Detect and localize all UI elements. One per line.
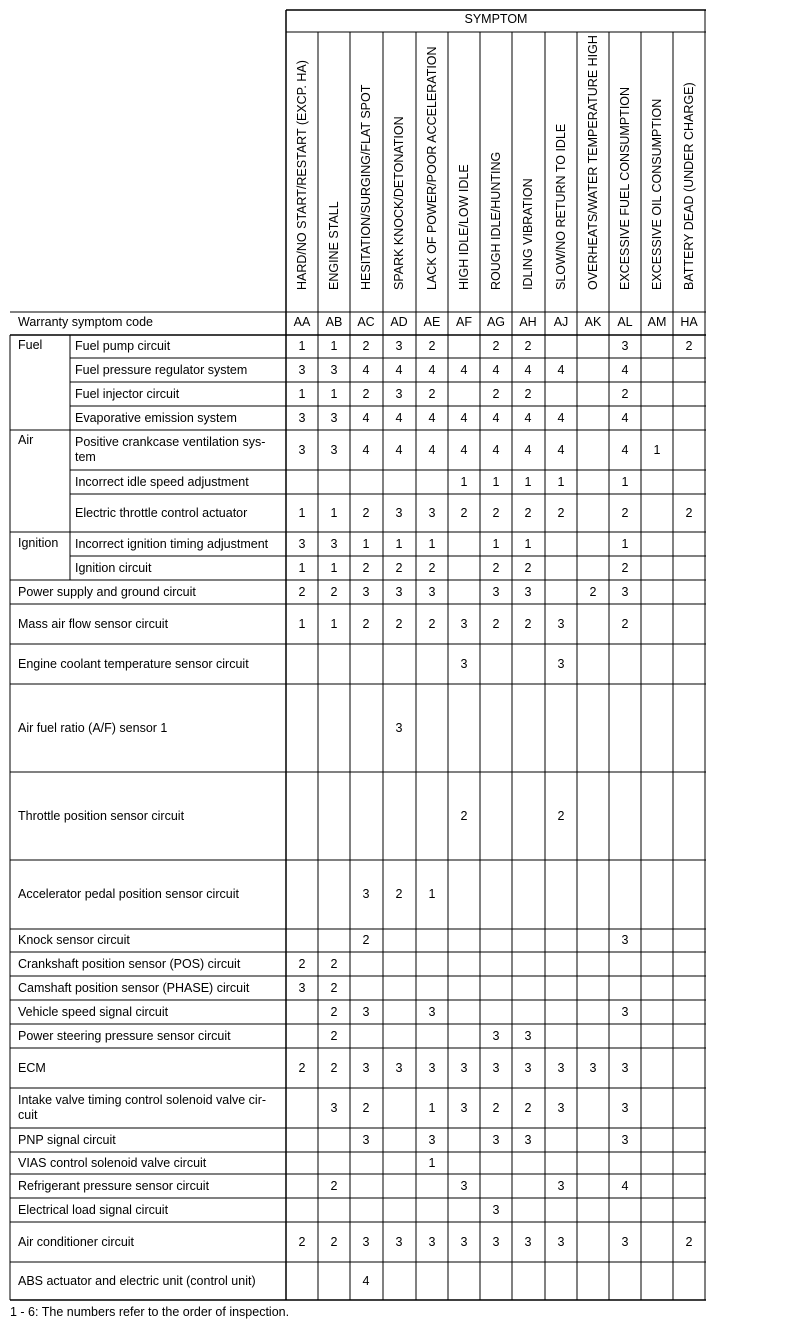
table-cell: 3 [621, 1060, 629, 1075]
table-cell: 2 [330, 584, 338, 599]
row-label: Fuel injector circuit [75, 386, 180, 401]
row-label: Accelerator pedal position sensor circuit [18, 887, 239, 901]
column-header-label: SPARK KNOCK/DETONATION [392, 116, 406, 290]
table-cell: 2 [362, 560, 370, 575]
table-cell: 3 [492, 584, 500, 599]
column-header-label: ENGINE STALL [327, 201, 341, 290]
column-header [350, 25, 382, 305]
table-cell: 2 [524, 386, 532, 401]
table-cell: 1 [298, 505, 306, 520]
table-cell: 4 [395, 362, 403, 377]
row-label: Crankshaft position sensor (POS) circuit [18, 956, 241, 971]
row-label: Air conditioner circuit [18, 1234, 135, 1249]
table-cell: 4 [492, 410, 500, 425]
table-cell: 3 [621, 1100, 629, 1115]
symptom-code: AD [390, 315, 408, 329]
symptom-code: AC [357, 315, 375, 329]
table-cell: 2 [330, 1060, 338, 1075]
table-cell: 3 [557, 1178, 565, 1193]
table-cell: 1 [298, 560, 306, 575]
table-cell: 2 [428, 560, 436, 575]
table-cell: 1 [492, 536, 500, 551]
table-cell: 3 [330, 442, 338, 457]
table-cell: 2 [557, 808, 565, 823]
group-label: Ignition [18, 536, 59, 550]
table-cell: 1 [428, 1100, 436, 1115]
table-cell: 3 [492, 1028, 500, 1043]
symptom-code: HA [680, 315, 698, 329]
table-cell: 2 [298, 584, 306, 599]
table-cell: 3 [428, 505, 436, 520]
table-cell: 2 [685, 1234, 693, 1249]
table-cell: 4 [557, 442, 565, 457]
row-label: Knock sensor circuit [18, 933, 130, 947]
row-label: Incorrect ignition timing adjustment [75, 536, 269, 551]
symptom-code: AG [486, 315, 506, 329]
table-cell: 2 [492, 386, 500, 401]
table-cell: 1 [492, 474, 500, 489]
table-cell: 4 [362, 1273, 370, 1288]
row-label: Camshaft position sensor (PHASE) circuit [18, 980, 250, 995]
symptom-title: SYMPTOM [464, 12, 528, 26]
table-cell: 3 [362, 1060, 370, 1075]
table-cell: 3 [362, 584, 370, 599]
table-cell: 3 [557, 656, 565, 671]
column-header-label: EXCESSIVE OIL CONSUMPTION [650, 98, 664, 290]
table-cell: 4 [460, 362, 468, 377]
table-cell: 2 [589, 584, 597, 599]
table-cell: 2 [460, 808, 468, 823]
column-header [416, 25, 448, 305]
table-cell: 3 [460, 1060, 468, 1075]
table-cell: 4 [557, 410, 565, 425]
table-cell: 3 [330, 410, 338, 425]
column-header-label: HESITATION/SURGING/FLAT SPOT [359, 84, 373, 290]
table-cell: 2 [460, 505, 468, 520]
table-cell: 3 [557, 1234, 565, 1249]
table-cell: 1 [298, 386, 306, 401]
table-cell: 1 [557, 474, 565, 489]
row-label: Evaporative emission system [75, 410, 237, 425]
table-cell: 2 [524, 1100, 532, 1115]
table-cell: 3 [524, 1234, 532, 1249]
column-header-label: HIGH IDLE/LOW IDLE [457, 164, 471, 290]
table-cell: 2 [524, 560, 532, 575]
table-cell: 1 [428, 536, 436, 551]
table-cell: 3 [330, 1100, 338, 1115]
table-cell: 3 [460, 656, 468, 671]
table-cell: 4 [362, 442, 370, 457]
table-cell: 3 [428, 1234, 436, 1249]
table-cell: 2 [330, 1004, 338, 1019]
table-cell: 4 [557, 362, 565, 377]
table-cell: 4 [428, 410, 436, 425]
table-cell: 4 [524, 442, 532, 457]
row-label: ABS actuator and electric unit (control unit) [18, 1273, 256, 1288]
table-cell: 3 [524, 1060, 532, 1075]
row-label: Mass air flow sensor circuit [18, 616, 169, 631]
table-cell: 2 [395, 560, 403, 575]
table-cell: 4 [395, 442, 403, 457]
table-cell: 2 [362, 339, 370, 353]
table-cell: 2 [685, 339, 693, 353]
table-cell: 3 [330, 362, 338, 377]
table-cell: 3 [492, 1234, 500, 1249]
table-cell: 3 [428, 1004, 436, 1019]
table-cell: 2 [524, 616, 532, 631]
table-cell: 1 [330, 505, 338, 520]
table-cell: 3 [621, 1004, 629, 1019]
table-cell: 3 [460, 1100, 468, 1115]
table-cell: 3 [395, 1234, 403, 1249]
table-cell: 2 [362, 1100, 370, 1115]
table-cell: 4 [460, 442, 468, 457]
table-cell: 3 [395, 339, 403, 353]
column-header-label: HARD/NO START/RESTART (EXCP. HA) [295, 60, 309, 290]
column-header [448, 25, 480, 305]
column-header [577, 25, 609, 305]
column-header [641, 25, 673, 305]
table-cell: 4 [492, 442, 500, 457]
row-label: Vehicle speed signal circuit [18, 1004, 169, 1019]
row-label: Electrical load signal circuit [18, 1202, 169, 1217]
footnote: 1 - 6: The numbers refer to the order of inspection. [10, 1305, 290, 1319]
table-cell: 1 [460, 474, 468, 489]
table-cell: 2 [492, 1100, 500, 1115]
table-cell: 3 [298, 410, 306, 425]
table-cell: 4 [524, 410, 532, 425]
column-header-label: SLOW/NO RETURN TO IDLE [554, 123, 568, 290]
symptom-code: AH [519, 315, 537, 329]
group-label: Fuel [18, 338, 43, 352]
row-label: Power steering pressure sensor circuit [18, 1028, 231, 1043]
column-header [545, 25, 577, 305]
row-label: Refrigerant pressure sensor circuit [18, 1178, 210, 1193]
table-cell: 1 [653, 442, 661, 457]
table-cell: 3 [492, 1060, 500, 1075]
row-label: Electric throttle control actuator [75, 505, 248, 520]
table-cell: 4 [621, 410, 629, 425]
table-cell: 3 [621, 1132, 629, 1147]
row-label: Ignition circuit [75, 560, 152, 575]
table-cell: 4 [362, 410, 370, 425]
table-cell: 3 [524, 1028, 532, 1043]
table-cell: 4 [492, 362, 500, 377]
table-cell: 3 [621, 933, 629, 947]
table-cell: 2 [330, 1234, 338, 1249]
table-cell: 3 [298, 442, 306, 457]
table-cell: 1 [621, 536, 629, 551]
table-cell: 2 [298, 1060, 306, 1075]
table-cell: 2 [428, 339, 436, 353]
table-cell: 3 [298, 362, 306, 377]
table-cell: 1 [524, 474, 532, 489]
table-cell: 3 [492, 1202, 500, 1217]
table-cell: 2 [298, 1234, 306, 1249]
symptom-code: AF [456, 315, 472, 329]
table-cell: 2 [621, 560, 629, 575]
table-cell: 3 [362, 1004, 370, 1019]
symptom-code: AE [423, 315, 441, 329]
table-cell: 2 [298, 956, 306, 971]
column-header-label: BATTERY DEAD (UNDER CHARGE) [682, 82, 696, 290]
table-cell: 4 [395, 410, 403, 425]
warranty-code-label: Warranty symptom code [18, 315, 153, 329]
table-cell: 1 [395, 536, 403, 551]
table-cell: 2 [330, 956, 338, 971]
table-cell: 2 [362, 933, 370, 947]
table-cell: 3 [524, 584, 532, 599]
table-cell: 2 [492, 339, 500, 353]
column-header [512, 25, 544, 305]
symptom-code: AM [647, 315, 667, 329]
table-cell: 1 [428, 1155, 436, 1170]
table-cell: 3 [395, 386, 403, 401]
table-cell: 2 [330, 1178, 338, 1193]
table-cell: 1 [330, 339, 338, 353]
table-cell: 3 [621, 584, 629, 599]
table-cell: 3 [298, 980, 306, 995]
table-cell: 3 [460, 616, 468, 631]
column-header [609, 25, 641, 305]
row-label: Power supply and ground circuit [18, 584, 196, 599]
table-cell: 2 [621, 505, 629, 520]
table-cell: 4 [621, 362, 629, 377]
table-cell: 1 [330, 560, 338, 575]
column-header-label: ROUGH IDLE/HUNTING [489, 151, 503, 290]
table-cell: 3 [621, 339, 629, 353]
table-cell: 3 [524, 1132, 532, 1147]
table-cell: 3 [362, 1132, 370, 1147]
column-header [383, 25, 415, 305]
symptom-code: AJ [553, 315, 569, 329]
table-cell: 2 [685, 505, 693, 520]
table-cell: 3 [298, 536, 306, 551]
table-cell: 3 [557, 1100, 565, 1115]
table-cell: 4 [362, 362, 370, 377]
row-label: Positive crankcase ventilation sys-tem [75, 435, 266, 464]
symptom-code: AB [325, 315, 343, 329]
table-cell: 2 [330, 980, 338, 995]
row-label: Intake valve timing control solenoid valve cir-cuit [18, 1093, 267, 1122]
column-header [318, 25, 350, 305]
row-label: Fuel pressure regulator system [75, 362, 248, 377]
table-cell: 4 [428, 442, 436, 457]
symptom-code: AL [617, 315, 633, 329]
table-cell: 1 [428, 887, 436, 901]
row-label: VIAS control solenoid valve circuit [18, 1155, 207, 1170]
column-header [480, 25, 512, 305]
table-cell: 2 [621, 386, 629, 401]
table-cell: 4 [460, 410, 468, 425]
table-cell: 2 [362, 616, 370, 631]
table-cell: 3 [428, 1132, 436, 1147]
column-header [286, 25, 318, 305]
table-cell: 2 [362, 386, 370, 401]
row-label: Air fuel ratio (A/F) sensor 1 [18, 720, 168, 735]
table-cell: 2 [492, 616, 500, 631]
table-cell: 3 [428, 1060, 436, 1075]
column-header-label: IDLING VIBRATION [521, 178, 535, 290]
table-cell: 2 [395, 887, 403, 901]
table-cell: 3 [460, 1178, 468, 1193]
group-label: Air [18, 433, 34, 447]
table-cell: 1 [362, 536, 370, 551]
table-cell: 3 [362, 887, 370, 901]
table-cell: 3 [621, 1234, 629, 1249]
table-cell: 1 [621, 474, 629, 489]
table-cell: 1 [330, 386, 338, 401]
table-cell: 3 [492, 1132, 500, 1147]
table-cell: 3 [395, 720, 403, 735]
table-cell: 3 [589, 1060, 597, 1075]
row-label: Throttle position sensor circuit [18, 808, 185, 823]
column-header-label: LACK OF POWER/POOR ACCELERATION [425, 46, 439, 290]
table-cell: 2 [330, 1028, 338, 1043]
table-cell: 3 [395, 1060, 403, 1075]
table-cell: 2 [524, 505, 532, 520]
column-header-label: OVERHEATS/WATER TEMPERATURE HIGH [586, 35, 600, 290]
table-cell: 1 [330, 616, 338, 631]
table-cell: 4 [524, 362, 532, 377]
table-cell: 2 [395, 616, 403, 631]
table-cell: 4 [621, 442, 629, 457]
symptom-code: AK [584, 315, 602, 329]
table-cell: 3 [460, 1234, 468, 1249]
table-cell: 4 [428, 362, 436, 377]
table-cell: 1 [524, 536, 532, 551]
table-cell: 3 [395, 584, 403, 599]
table-cell: 1 [298, 339, 306, 353]
table-cell: 3 [428, 584, 436, 599]
table-cell: 2 [524, 339, 532, 353]
row-label: ECM [18, 1060, 46, 1075]
table-cell: 3 [330, 536, 338, 551]
table-cell: 2 [492, 505, 500, 520]
table-cell: 3 [557, 1060, 565, 1075]
table-cell: 3 [362, 1234, 370, 1249]
row-label: Engine coolant temperature sensor circuit [18, 656, 249, 671]
row-label: Incorrect idle speed adjustment [75, 474, 249, 489]
table-cell: 2 [621, 616, 629, 631]
table-cell: 4 [621, 1178, 629, 1193]
table-cell: 2 [557, 505, 565, 520]
table-cell: 3 [395, 505, 403, 520]
table-cell: 2 [428, 616, 436, 631]
symptom-code: AA [293, 315, 311, 329]
table-cell: 2 [492, 560, 500, 575]
table-cell: 2 [362, 505, 370, 520]
row-label: PNP signal circuit [18, 1132, 116, 1147]
table-cell: 3 [557, 616, 565, 631]
table-cell: 2 [428, 386, 436, 401]
table-cell: 1 [298, 616, 306, 631]
row-label: Fuel pump circuit [75, 339, 171, 353]
column-header [673, 25, 705, 305]
column-header-label: EXCESSIVE FUEL CONSUMPTION [618, 86, 632, 290]
